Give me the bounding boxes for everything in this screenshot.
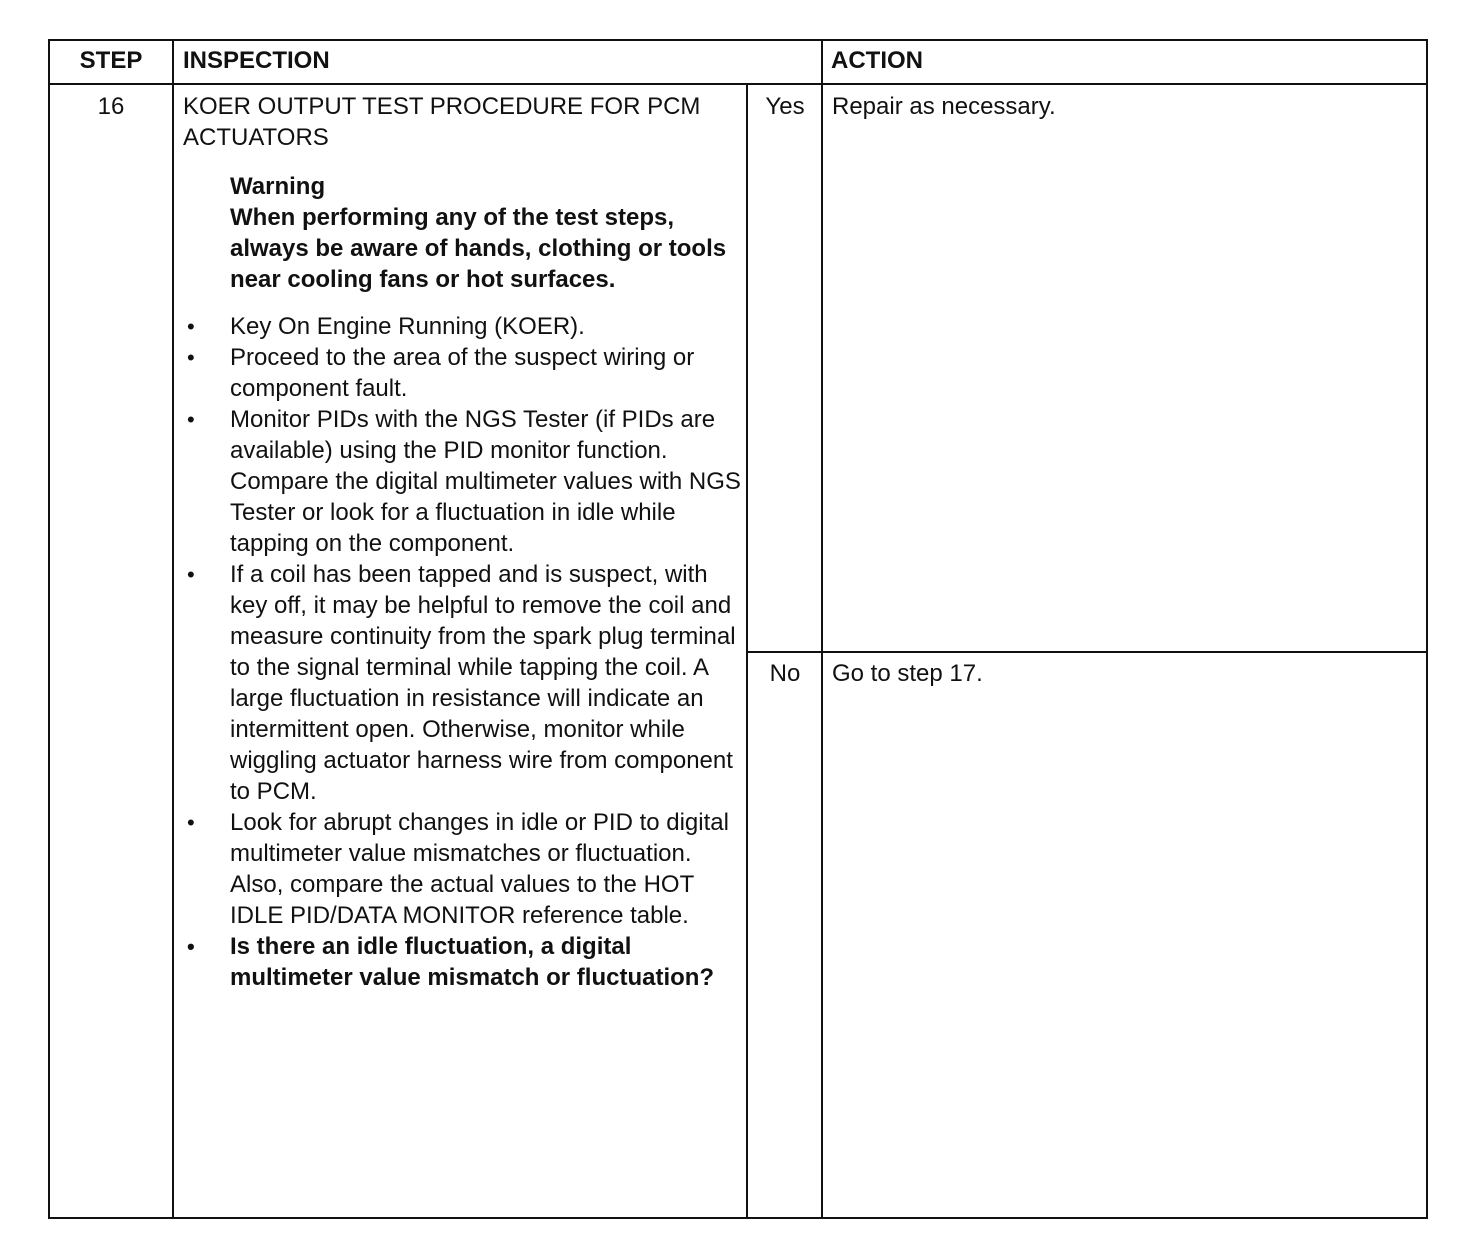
list-item bbox=[183, 807, 743, 931]
bullet-text: Proceed to the area of the suspect wiring or component fault. bbox=[230, 344, 695, 402]
bullet-icon: • bbox=[187, 562, 195, 587]
inspection-title: KOER OUTPUT TEST PROCEDURE FOR PCM ACTUATORS bbox=[183, 93, 701, 151]
list-item bbox=[183, 311, 743, 342]
warning-text: When performing any of the test steps, always be aware of hands, clothing or tools near cooling fans or hot surfaces. bbox=[230, 204, 727, 293]
header-step: STEP bbox=[79, 47, 143, 74]
bullet-icon: • bbox=[187, 810, 195, 835]
bullet-text: If a coil has been tapped and is suspect, with key off, it may be helpful to remove the coil and measure continuity from the spark plug terminal to the signal terminal while tapping the coil. A large fluctuation in resistance will indicate an intermittent open. Otherwise, monitor while wiggling actuator harness wire from component to PCM. bbox=[230, 561, 736, 805]
outcome-divider bbox=[746, 651, 1426, 653]
warning-block bbox=[230, 171, 750, 295]
header-action: ACTION bbox=[831, 47, 923, 74]
action-yes: Repair as necessary. bbox=[832, 93, 1056, 120]
header-inspection: INSPECTION bbox=[183, 47, 330, 74]
inspection-bullets bbox=[183, 311, 743, 993]
action-no: Go to step 17. bbox=[832, 660, 983, 687]
list-item bbox=[183, 342, 743, 404]
bullet-icon: • bbox=[187, 345, 195, 370]
col-divider-step bbox=[172, 41, 174, 1217]
procedure-table bbox=[48, 39, 1428, 1219]
col-divider-action bbox=[821, 41, 823, 1217]
answer-yes: Yes bbox=[765, 93, 805, 120]
step-number: 16 bbox=[97, 93, 125, 120]
header-divider bbox=[50, 83, 1426, 85]
bullet-icon: • bbox=[187, 407, 195, 432]
bullet-icon: • bbox=[187, 314, 195, 339]
list-item-question bbox=[183, 931, 743, 993]
answer-no: No bbox=[769, 660, 801, 687]
list-item bbox=[183, 404, 743, 559]
list-item bbox=[183, 559, 743, 807]
bullet-text: Monitor PIDs with the NGS Tester (if PIDs are available) using the PID monitor function. Compare the digital multimeter values with NGS Tester or look for a fluctuation in idle while tapping on the component. bbox=[230, 406, 741, 557]
bullet-text: Key On Engine Running (KOER). bbox=[230, 313, 585, 340]
bullet-text: Is there an idle fluctuation, a digital multimeter value mismatch or fluctuation? bbox=[230, 933, 715, 991]
bullet-icon: • bbox=[187, 934, 195, 959]
bullet-text: Look for abrupt changes in idle or PID to digital multimeter value mismatches or fluctuation. Also, compare the actual values to the HOT IDLE PID/DATA MONITOR reference table. bbox=[230, 809, 729, 929]
warning-heading: Warning bbox=[230, 173, 326, 200]
